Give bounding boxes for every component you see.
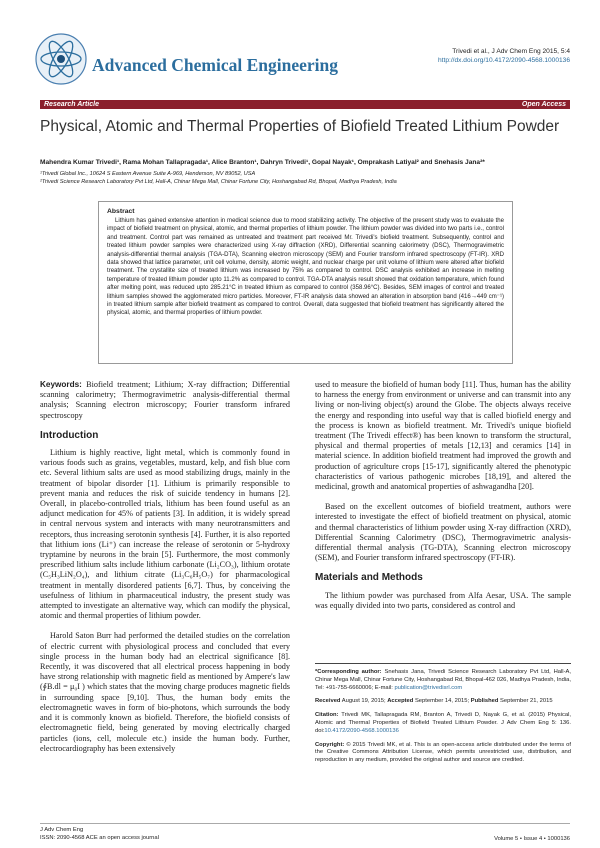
citation-header xyxy=(438,47,570,65)
article-type-bar xyxy=(40,100,570,109)
corresponding-author xyxy=(315,669,571,692)
article-title: Physical, Atomic and Thermal Properties of Biofield Treated Lithium Powder xyxy=(40,118,560,135)
keywords xyxy=(40,380,290,421)
intro-paragraph-4: Based on the excellent outcomes of biofield treatment, authors were interested to investigate the effect of biofield treatment on physical, atomic and thermal characteristics of lithium powder using X-ray diffraction (XRD), Differential Scanning Calorimetry (DSC), Thermogravimetric analysis-differential thermal analysis (TG-DTA), Scanning electron microscopy (SEM), and Fourier transform infrared spectroscopy (FT-IR). xyxy=(315,502,571,563)
left-column xyxy=(40,380,290,754)
citation-info xyxy=(315,712,571,735)
journal-logo xyxy=(34,32,88,86)
abstract-text: Lithium has gained extensive attention in medical science due to mood stabilizing activity. The objective of the present study was to evaluate the impact of biofield treatment on physical, atomic, and thermal properties of lithium powder. The lithium powder was divided into two parts i.e., control and treatment. Control part was remained as untreated and treatment part received Mr. Trivedi's biofield treatment. Subsequently, control and treated lithium powder samples were characterized using X-ray diffraction (XRD), Differential scanning calorimetry (DSC), Thermogravimetric analysis-differential thermal analysis (TGA-DTA), Scanning electron microscopy (SEM) and Fourier transform infrared spectroscopy (FT-IR). XRD data showed that lattice parameter, unit cell volume, density, atomic weight, and nuclear charge per unit volume of lithium were altered after biofield treatment. The crystallite size of treated lithium was increased by 75% as compared to control. DSC analysis exhibited an increase in melting temperature of treated lithium powder upto 11.2% as compared to control. TGA-DTA analysis result showed that oxidation temperature, which found after melting point, was reduced upto 285.21°C in treated lithium as compared to control (358.96°C). Besides, SEM images of control and treated lithium samples showed the agglomerated micro particles. Moreover, FT-IR analysis data showed an alteration in absorption band (416→449 cm⁻¹) in treated lithium sample after biofield treatment as compared to control. Overall, data suggested that biofield treatment has significantly altered the physical, atomic, and thermal properties of lithium powder. xyxy=(107,218,504,317)
footer-journal: J Adv Chem Eng xyxy=(40,827,84,833)
email-link[interactable]: publication@trivedisrl.com xyxy=(394,684,463,691)
published-date: September 21, 2015 xyxy=(498,698,553,705)
article-info-box xyxy=(315,663,571,771)
citation-doi-link[interactable]: 10.4172/2090-4568.1000136 xyxy=(324,727,399,734)
copyright-text: © 2015 Trivedi MK, et al. This is an open-access article distributed under the terms of the Creative Commons Attribution License, which permits unrestricted use, distribution, and reproduction in any medium, provided the original author and source are credited. xyxy=(315,741,571,764)
published-label: Published xyxy=(470,698,499,705)
citation-line: Trivedi et al., J Adv Chem Eng 2015, 5:4 xyxy=(452,48,570,55)
intro-paragraph-1: Lithium is highly reactive, light metal, which is commonly found in various foods such as grains, vegetables, mustard, kelp, and fish blue corn etc. Several lithium salts are used as mood stabilizing drugs, mainly in the treatment of bipolar disorder [1]. Lithium is primarily responsible to prevent mania and reduces the risk of suicide tendency in humans [2]. Overall, in placebo-controlled trials, lithium has been found useful as an adjunct medication for 45% of patients [3]. In addition, it is widely spread in central nervous system and interacts with many neurotransmitters and receptors, thus increasing serotonin synthesis [4]. Further, it is also reported that lithium ions (Li⁺) can increase the release of serotonin or 5-hydroxy tryptamine by neurons in the brain [5]. Furthermore, the most commonly prescribed lithium salts include lithium carbonate (Li₂CO₃), lithium orotate (C₅H₃LiN₂O₄), and lithium citrate (Li₃C₆H₅O₇) for pharmacological treatment in mentally disordered patients [6,7]. Thus, by conceiving the usefulness of lithium in pharmaceutical industry, the present study was attempted to investigate an alternative way, which can modify the physical, atomic and thermal properties of lithium powder. xyxy=(40,448,290,621)
accepted-label: Accepted xyxy=(387,698,414,705)
citation-label: Citation: xyxy=(315,712,339,719)
methods-heading: Materials and Methods xyxy=(315,572,423,584)
intro-paragraph-3: used to measure the biofield of human body [11]. Thus, human has the ability to harness the energy from environment or universe and can transmit into any living or non-living object(s) around the Globe. The objects always receive the energy and responding into useful way that is called biofield energy and the process is known as biofield treatment. Mr. Trivedi's unique biofield treatment (The Trivedi effect®) has been known to transform the structural, physical and thermal properties of metals [12,13] and ceramics [14] in material science. In addition biofield treatment had improved the growth and production of agriculture crops [15-17], significantly altered the phenotypic characteristics of various pathogenic microbes [18,19], and altered the medicinal, growth and anatomical properties of ashwagandha [20]. xyxy=(315,380,571,492)
copyright-info xyxy=(315,742,571,765)
page-footer xyxy=(40,823,570,842)
corresponding-author-label: *Corresponding author: xyxy=(315,669,382,675)
copyright-label: Copyright: xyxy=(315,741,345,748)
received-label: Received xyxy=(315,698,341,705)
author-list: Mahendra Kumar Trivedi¹, Rama Mohan Tallapragada¹, Alice Branton¹, Dahryn Trivedi¹, Gopal Nayak¹, Omprakash Latiyal² and Snehasis Jana²* xyxy=(40,159,485,166)
accepted-date: September 14, 2015; xyxy=(413,698,471,705)
abstract-heading: Abstract xyxy=(107,208,135,215)
intro-paragraph-2: Harold Saton Burr had performed the detailed studies on the correlation of electric current with physiological process and concluded that every single process in the human body had an electrical significance [8]. Recently, it was discovered that all electrical process happening in body have strong relationship with magnetic field as mentioned by Ampere's law (∮B.dl = μ₀I ) which states that the moving charge produces magnetic fields in surrounding space [9,10]. Thus, the human body emits the electromagnetic waves in form of bio-photons, which surrounds the body and it is commonly known as biofield. Therefore, the biofield consists of electromagnetic field, being generated by moving electrically charged particles (ions, cell, molecule etc.) inside the human body. Further, electrocardiography has been extensively xyxy=(40,631,290,753)
keywords-label: Keywords: xyxy=(40,380,82,389)
right-column xyxy=(315,380,571,611)
keywords-text: Biofield treatment; Lithium; X-ray diffraction; Differential scanning calorimetry; Thermogravimetric analysis-differential thermal analysis; Scanning electron microscopy; Fourier transform infrared spectroscopy xyxy=(40,380,290,420)
research-article-label: Research Article xyxy=(44,101,99,108)
open-access-label: Open Access xyxy=(521,101,566,108)
footer-issn: ISSN: 2090-4568 ACE an open access journal xyxy=(40,834,159,841)
received-date: August 19, 2015; xyxy=(340,698,388,705)
article-dates xyxy=(315,698,571,706)
affiliations xyxy=(40,170,570,186)
methods-paragraph-1: The lithium powder was purchased from Alfa Aesar, USA. The sample was equally divided into two parts, considered as control and xyxy=(315,590,571,610)
citation-text: Trivedi MK, Tallapragada RM, Branton A, Trivedi D, Nayak G, et al. (2015) Physical, Atomic and Thermal Properties of Biofield Treated Lithium Powder. J Adv Chem Eng 5: 136. doi: xyxy=(315,712,571,734)
introduction-heading: Introduction xyxy=(40,429,99,441)
doi-link[interactable]: http://dx.doi.org/10.4172/2090-4568.1000136 xyxy=(438,57,570,64)
affiliation-2: ²Trivedi Science Research Laboratory Pvt Ltd, Hall-A, Chinar Mega Mall, Chinar Fortune City, Hoshangabad Rd, Bhopal, Madhya Pradesh, India xyxy=(40,179,397,185)
journal-title: Advanced Chemical Engineering xyxy=(92,55,338,75)
abstract-box xyxy=(98,201,513,364)
affiliation-1: ¹Trivedi Global Inc., 10624 S Eastern Avenue Suite A-969, Henderson, NV 89052, USA xyxy=(40,171,256,177)
corresponding-author-text: Snehasis Jana, Trivedi Science Research Laboratory Pvt Ltd, Hall-A, Chinar Mega Mall, Chinar Fortune City, Hoshangabad Rd, Bhopal-462 026, Madhya Pradesh, India, Tel: +91-755-6660006; E-mail: xyxy=(315,669,571,691)
footer-volume: Volume 5 • Issue 4 • 1000136 xyxy=(494,836,570,842)
